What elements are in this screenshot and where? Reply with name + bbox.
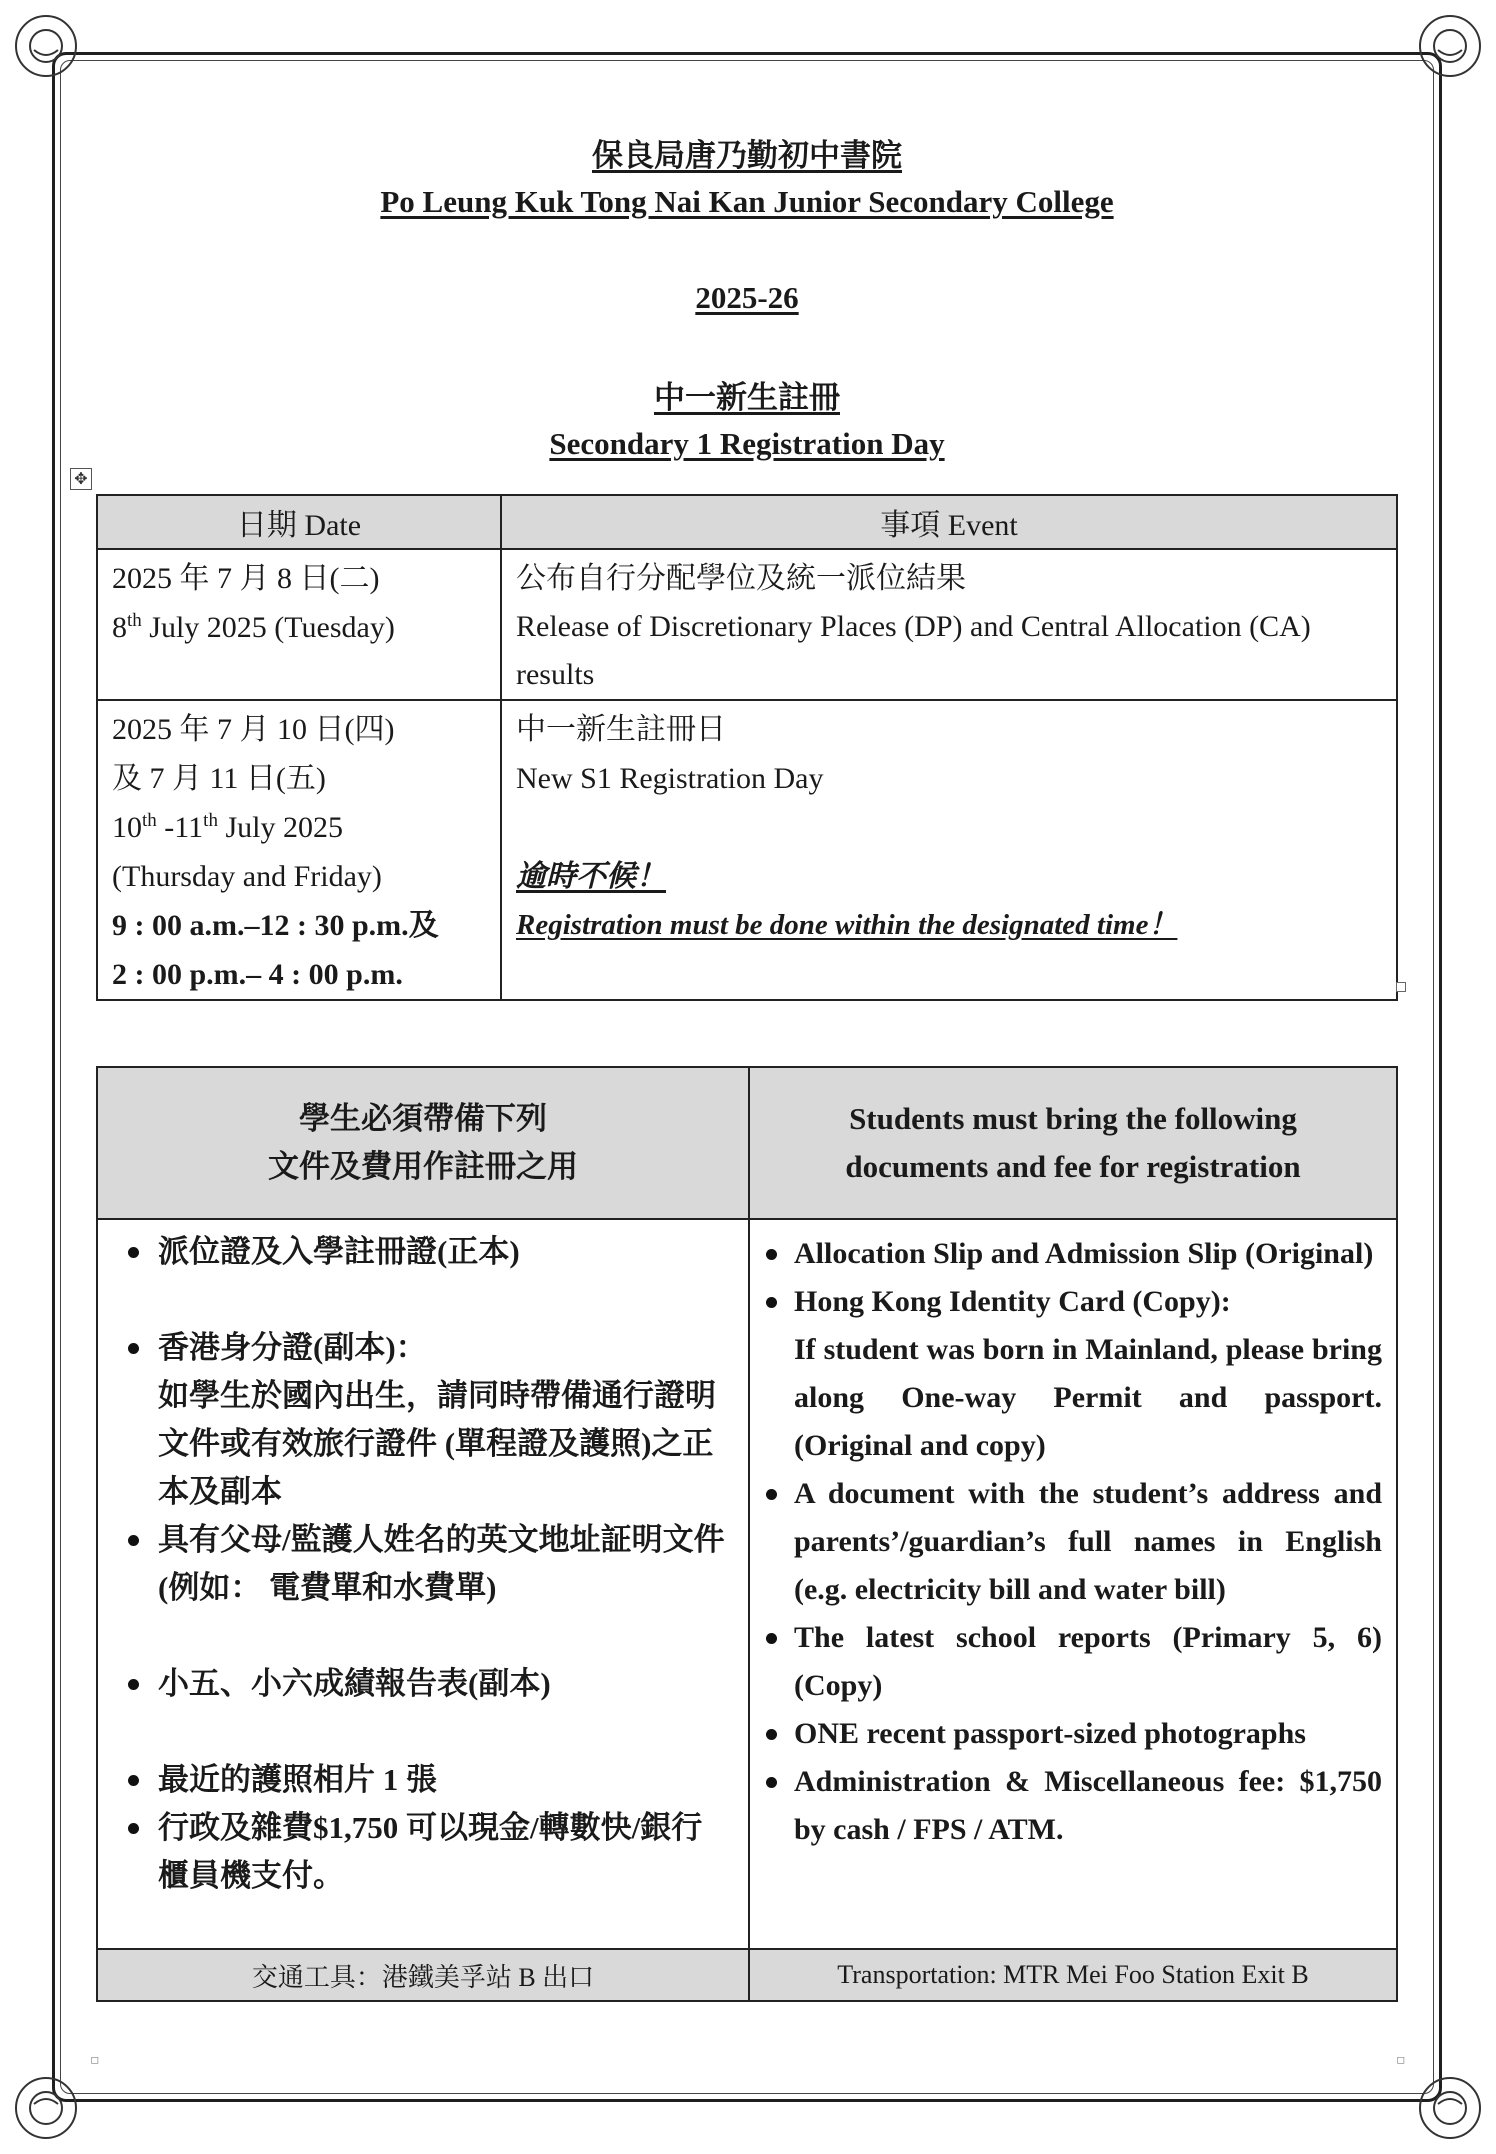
list-item: 行政及雜費$1,750 可以現金/轉數快/銀行櫃員機支付。 xyxy=(118,1804,730,1900)
row2-date-zh-2: 及 7 月 11 日(五) xyxy=(112,762,326,795)
row2-warning-en: Registration must be done within the designated time！ xyxy=(516,909,1178,941)
table-row xyxy=(97,549,1397,700)
page-title-zh: 中一新生註冊 xyxy=(654,380,840,415)
row2-date-en: 10th -11th July 2025 xyxy=(112,810,343,844)
list-item: ONE recent passport-sized photographs xyxy=(760,1710,1382,1758)
row1-event-en: Release of Discretionary Places (DP) and Central Allocation (CA) results xyxy=(516,610,1311,691)
corner-ornament-icon xyxy=(1412,2070,1488,2146)
transport-en: Transportation: MTR Mei Foo Station Exit B xyxy=(749,1949,1397,2001)
schedule-table xyxy=(96,494,1398,1001)
list-item: Hong Kong Identity Card (Copy): If student was born in Mainland, please bring along One-way Permit and passport. (Original and copy) xyxy=(760,1278,1382,1470)
list-item: 最近的護照相片 1 張 xyxy=(118,1756,730,1804)
page-title-en: Secondary 1 Registration Day xyxy=(549,426,945,461)
list-item: The latest school reports (Primary 5, 6) (Copy) xyxy=(760,1614,1382,1710)
schedule-header-row xyxy=(97,495,1397,549)
documents-header-row xyxy=(97,1067,1397,1219)
row2-date-zh-1: 2025 年 7 月 10 日(四) xyxy=(112,713,395,746)
documents-list-zh xyxy=(98,1220,748,1900)
corner-ornament-icon xyxy=(8,8,84,84)
footer-mark-left: ▫ xyxy=(90,2052,100,2068)
documents-list-en xyxy=(750,1220,1396,1854)
row2-event-cell xyxy=(501,700,1397,1000)
row2-time-2: 2 : 00 p.m.– 4 : 00 p.m. xyxy=(112,958,403,991)
documents-list-en-cell xyxy=(749,1219,1397,1949)
corner-ornament-icon xyxy=(8,2070,84,2146)
table-row xyxy=(97,700,1397,1000)
row2-date-cell xyxy=(97,700,501,1000)
transport-zh: 交通工具：港鐵美孚站 B 出口 xyxy=(97,1949,749,2001)
corner-ornament-icon xyxy=(1412,8,1488,84)
documents-header-zh: 學生必須帶備下列 文件及費用作註冊之用 xyxy=(97,1067,749,1219)
documents-body-row xyxy=(97,1219,1397,1949)
table-resize-handle[interactable] xyxy=(1396,982,1406,992)
list-item: 具有父母/監護人姓名的英文地址証明文件(例如： 電費單和水費單) xyxy=(118,1516,730,1612)
row2-event-zh: 中一新生註冊日 xyxy=(516,713,726,746)
school-name-en: Po Leung Kuk Tong Nai Kan Junior Secondary College xyxy=(380,184,1114,219)
move-handle-icon[interactable]: ✥ xyxy=(70,468,92,490)
footer-mark-right: ▫ xyxy=(1396,2052,1406,2068)
transport-row xyxy=(97,1949,1397,2001)
list-item: 小五、小六成績報告表(副本) xyxy=(118,1660,730,1708)
academic-year: 2025-26 xyxy=(695,280,799,315)
documents-header-en: Students must bring the following documents and fee for registration xyxy=(749,1067,1397,1219)
row2-warning-zh: 逾時不候！ xyxy=(516,860,666,893)
school-name-zh: 保良局唐乃勤初中書院 xyxy=(592,138,902,173)
list-item: Allocation Slip and Admission Slip (Original) xyxy=(760,1230,1382,1278)
list-item: 香港身分證(副本)： 如學生於國內出生，請同時帶備通行證明文件或有效旅行證件 (單程證及護照)之正本及副本 xyxy=(118,1324,730,1516)
row1-date-en: 8th July 2025 (Tuesday) xyxy=(112,610,395,644)
documents-table xyxy=(96,1066,1398,2002)
row2-date-days: (Thursday and Friday) xyxy=(112,860,382,893)
row1-date-cell xyxy=(97,549,501,700)
list-item: A document with the student’s address and parents’/guardian’s full names in English (e.g. electricity bill and water bill) xyxy=(760,1470,1382,1614)
documents-list-zh-cell xyxy=(97,1219,749,1949)
list-item: 派位證及入學註冊證(正本) xyxy=(118,1228,730,1276)
row1-event-cell xyxy=(501,549,1397,700)
event-column-header: 事項 Event xyxy=(501,495,1397,549)
row2-event-en: New S1 Registration Day xyxy=(516,762,824,795)
row1-date-zh: 2025 年 7 月 8 日(二) xyxy=(112,562,380,595)
date-column-header: 日期 Date xyxy=(97,495,501,549)
list-item: Administration & Miscellaneous fee: $1,750 by cash / FPS / ATM. xyxy=(760,1758,1382,1854)
row2-time-1: 9 : 00 a.m.–12 : 30 p.m.及 xyxy=(112,909,439,942)
row1-event-zh: 公布自行分配學位及統一派位結果 xyxy=(516,562,966,595)
